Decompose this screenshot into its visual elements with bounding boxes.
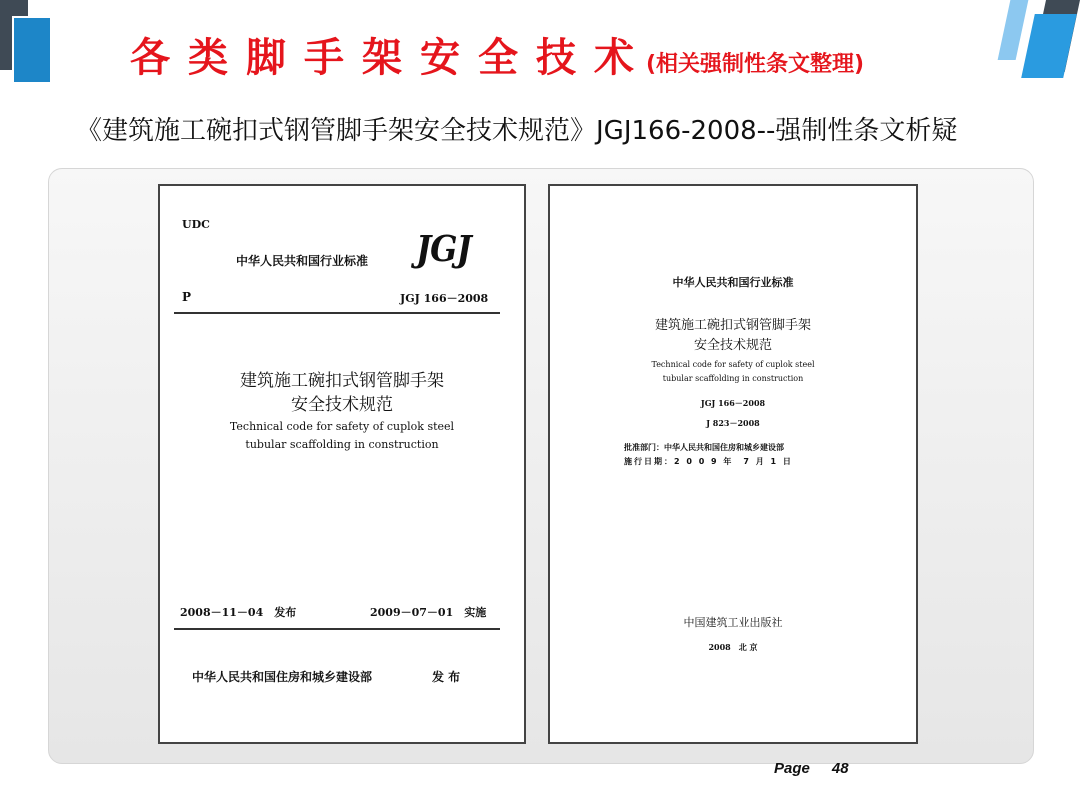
divider-bottom bbox=[174, 628, 500, 630]
standard-org: 中华人民共和国行业标准 bbox=[236, 254, 369, 268]
cover-title-cn-line2: 安全技术规范 bbox=[291, 395, 393, 415]
standard-code: JGJ 166－2008 bbox=[400, 292, 489, 305]
slide-title bbox=[130, 26, 864, 82]
cover-title-en-line2: tubular scaffolding in construction bbox=[245, 438, 439, 451]
page-label: Page bbox=[774, 760, 810, 777]
title-en-line2: tubular scaffolding in construction bbox=[662, 374, 804, 383]
standard-code: JGJ 166－2008 bbox=[700, 398, 766, 408]
record-code: J 823－2008 bbox=[706, 418, 760, 428]
publish-year-city: 2008 北 京 bbox=[708, 642, 758, 652]
slide-title-note: (相关强制性条文整理) bbox=[646, 52, 865, 77]
cover-title-en-line1: Technical code for safety of cuplok steel bbox=[229, 420, 455, 433]
corner-decoration-left-blue bbox=[14, 18, 50, 82]
slide-title-main: 各类脚手架安全技术 bbox=[130, 35, 652, 81]
standard-org: 中华人民共和国行业标准 bbox=[672, 276, 794, 289]
implementation-date: 2009－07－01 实施 bbox=[370, 606, 487, 619]
slide-subtitle: 《建筑施工碗扣式钢管脚手架安全技术规范》JGJ166-2008--强制性条文析疑 bbox=[76, 116, 958, 146]
udc-label: UDC bbox=[182, 218, 210, 231]
cover-page-left bbox=[158, 184, 526, 744]
corner-decoration-right-light bbox=[998, 0, 1029, 60]
cover-title-cn-line1: 建筑施工碗扣式钢管脚手架 bbox=[240, 371, 444, 391]
title-en-line1: Technical code for safety of cuplok steel bbox=[651, 360, 815, 369]
jgj-logo: JGJ bbox=[416, 228, 471, 270]
issue-date: 2008－11－04 发布 bbox=[180, 606, 297, 619]
implementation-date: 施行日期：2 0 0 9 年 7 月 1 日 bbox=[624, 457, 793, 466]
title-page-right bbox=[548, 184, 918, 744]
divider-top bbox=[174, 312, 500, 314]
publish-label: 发 布 bbox=[432, 670, 461, 684]
page-number bbox=[774, 760, 849, 777]
page-number-value: 48 bbox=[831, 760, 849, 777]
p-label: P bbox=[182, 290, 192, 304]
ministry-name: 中华人民共和国住房和城乡建设部 bbox=[192, 670, 373, 684]
title-cn-line2: 安全技术规范 bbox=[693, 338, 772, 353]
approving-department: 批准部门：中华人民共和国住房和城乡建设部 bbox=[624, 443, 784, 452]
corner-decoration-right-blue bbox=[1021, 14, 1077, 78]
title-cn-line1: 建筑施工碗扣式钢管脚手架 bbox=[654, 318, 811, 333]
publisher-name: 中国建筑工业出版社 bbox=[683, 616, 783, 629]
